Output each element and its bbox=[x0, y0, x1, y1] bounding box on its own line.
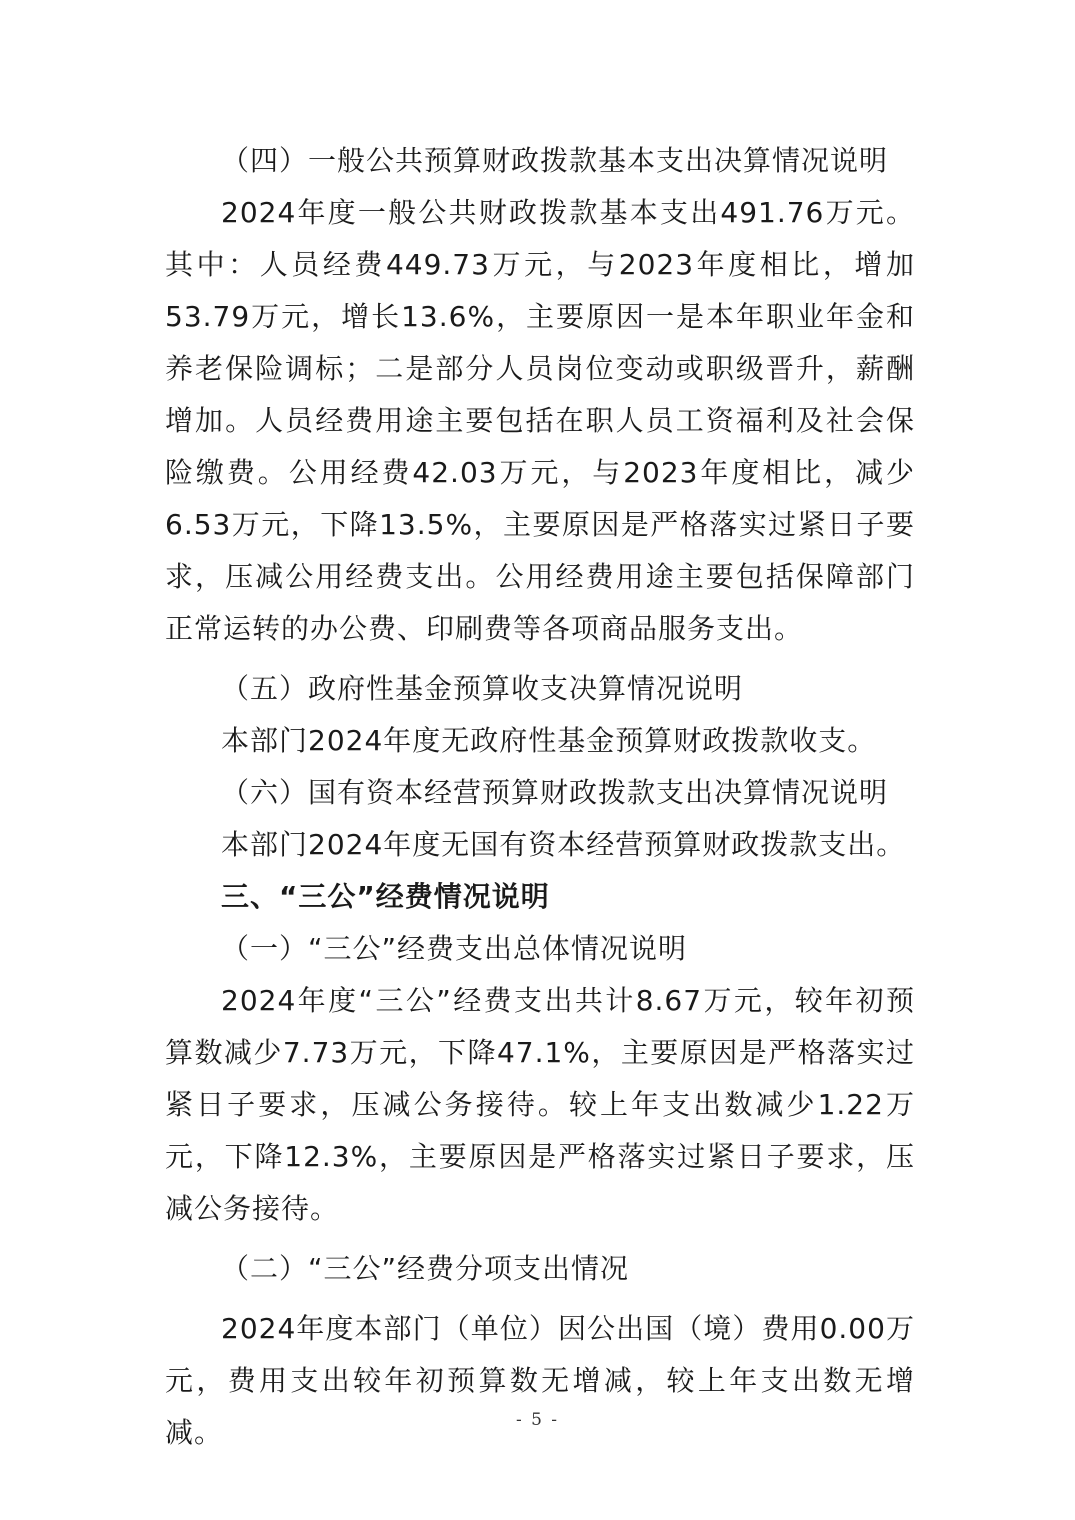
paragraph-basic-expenditure: 2024年度一般公共财政拨款基本支出491.76万元。其中：人员经费449.73万元，与2023年度相比，增加53.79万元，增长13.6%，主要原因一是本年职业年金和养老保险调标；二是部分人员岗位变动或职级晋升，薪酬增加。人员经费用途主要包括在职人员工资福利及社会保险缴费。公用经费42.03万元，与2023年度相比，减少6.53万元，下降13.5%，主要原因是严格落实过紧日子要求，压减公用经费支出。公用经费用途主要包括保障部门正常运转的办公费、印刷费等各项商品服务支出。 bbox=[165, 196, 915, 645]
paragraph-state-capital-budget: 本部门2024年度无国有资本经营预算财政拨款支出。 bbox=[221, 828, 906, 861]
paragraph-three-public-overall: 2024年度“三公”经费支出共计8.67万元，较年初预算数减少7.73万元，下降47.1%，主要原因是严格落实过紧日子要求，压减公务接待。较上年支出数减少1.22万元，下降12.3%，主要原因是严格落实过紧日子要求，压减公务接待。 bbox=[165, 984, 915, 1225]
paragraph-government-fund-budget: 本部门2024年度无政府性基金预算财政拨款收支。 bbox=[221, 724, 877, 757]
section-heading-state-capital-budget: （六）国有资本经营预算财政拨款支出决算情况说明 bbox=[221, 776, 889, 809]
section-heading-three-public-overall: （一）“三公”经费支出总体情况说明 bbox=[221, 932, 688, 965]
paragraph-three-public-itemized: 2024年度本部门（单位）因公出国（境）费用0.00万元，费用支出较年初预算数无增减，较上年支出数无增减。 bbox=[165, 1312, 915, 1449]
document-body bbox=[165, 135, 915, 1459]
chapter-heading-three-public-expenses: 三、“三公”经费情况说明 bbox=[221, 880, 550, 913]
section-heading-general-budget-basic-expenditure: （四）一般公共预算财政拨款基本支出决算情况说明 bbox=[221, 144, 889, 177]
section-heading-three-public-itemized: （二）“三公”经费分项支出情况 bbox=[221, 1252, 630, 1285]
section-heading-government-fund-budget: （五）政府性基金预算收支决算情况说明 bbox=[221, 672, 744, 705]
page-number: - 5 - bbox=[515, 1410, 560, 1430]
